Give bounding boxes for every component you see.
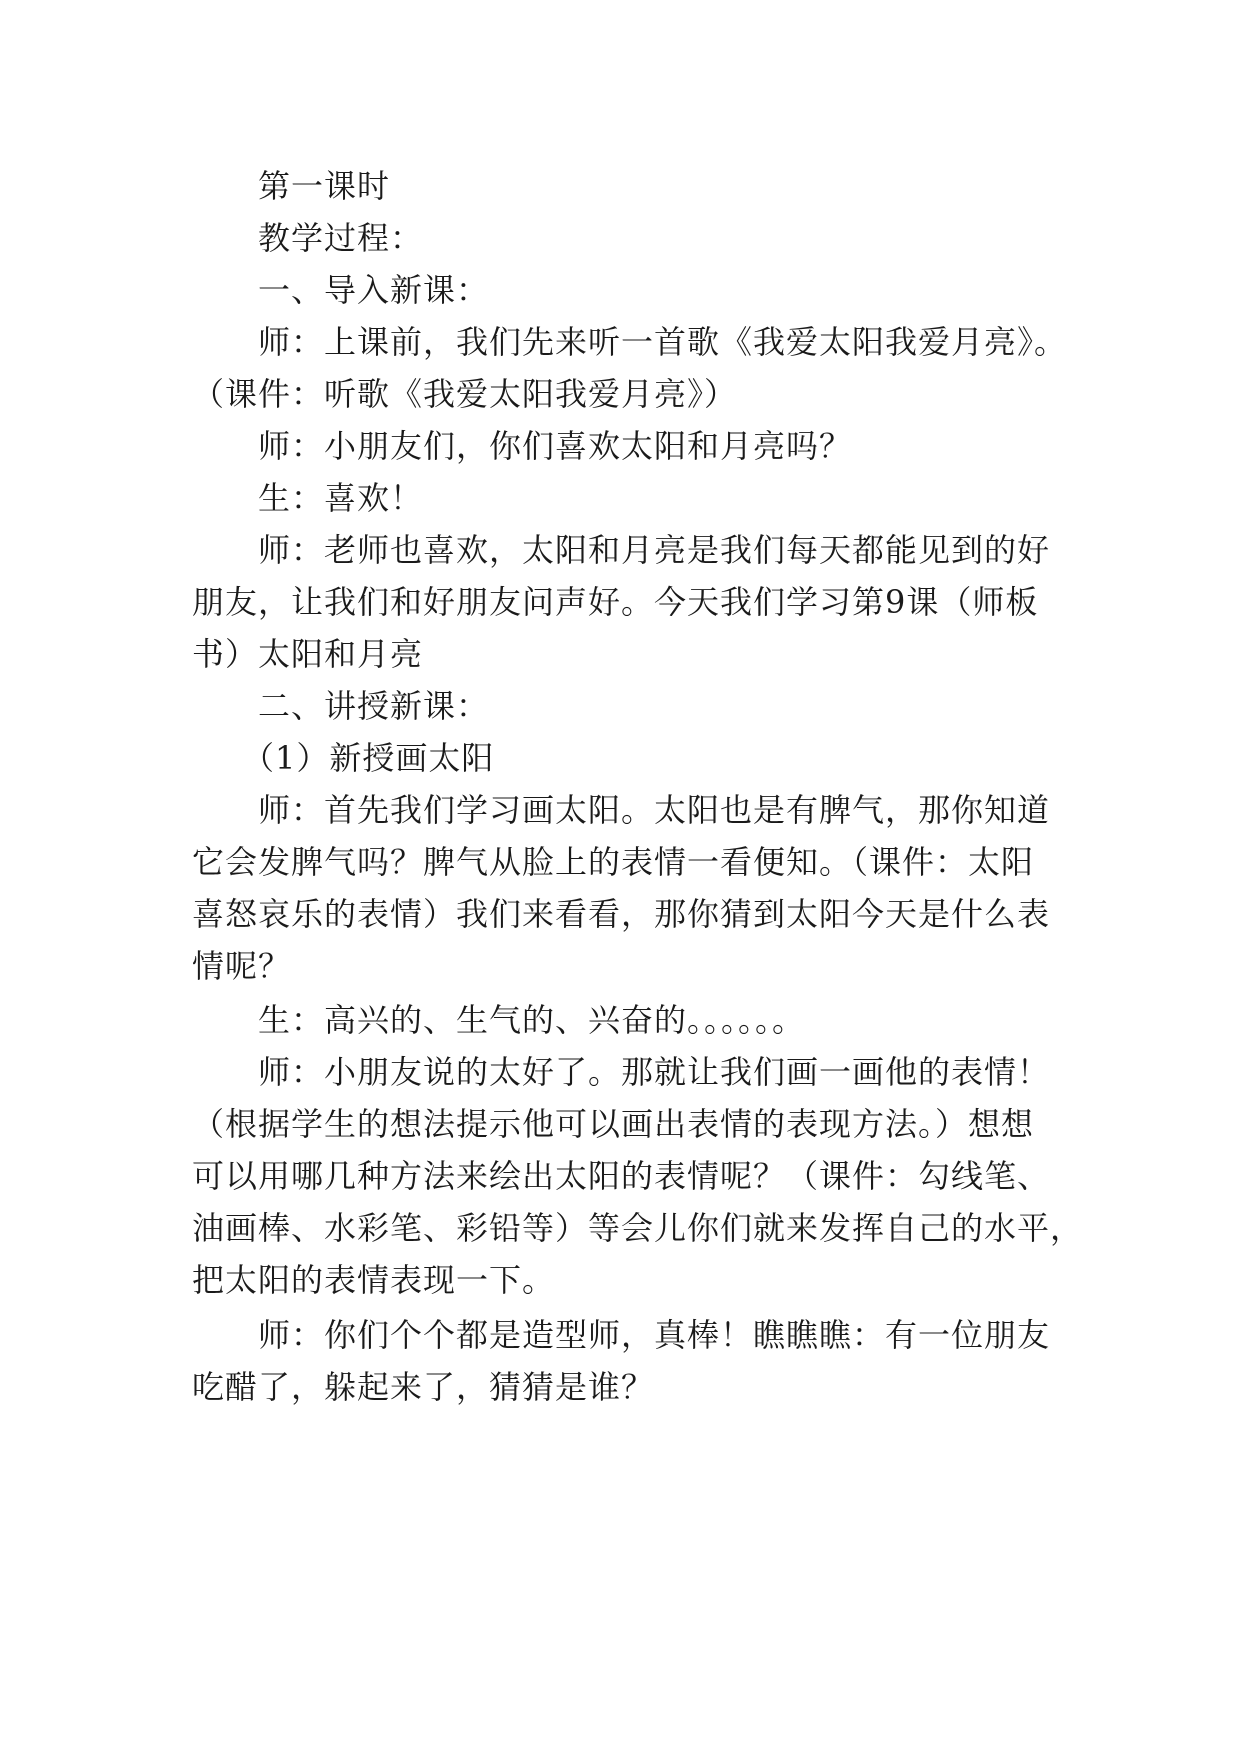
paragraph-line: 生：喜欢！ [192,479,424,517]
paragraph-line: 吃醋了，躲起来了，猜猜是谁？ [192,1368,655,1406]
paragraph-line: 师：上课前，我们先来听一首歌《我爱太阳我爱月亮》。 [192,323,1068,361]
paragraph-line: （课件：听歌《我爱太阳我爱月亮》） [192,375,738,413]
paragraph-line: 朋友，让我们和好朋友问声好。今天我们学习第9课（师板 [192,583,1039,621]
paragraph-line: 师：你们个个都是造型师，真棒！瞧瞧瞧：有一位朋友 [192,1316,1051,1354]
section-heading: 二、讲授新课： [192,687,490,725]
paragraph-line: （根据学生的想法提示他可以画出表情的表现方法。）想想 [192,1105,1035,1143]
section-heading: 一、导入新课： [192,271,490,309]
subsection-heading: （1）新授画太阳 [192,739,495,777]
paragraph-line: 它会发脾气吗？脾气从脸上的表情一看便知。（课件：太阳 [192,843,1035,881]
paragraph-line: 可以用哪几种方法来绘出太阳的表情呢？（课件：勾线笔、 [192,1157,1051,1195]
section-heading: 教学过程： [192,219,424,257]
paragraph-line: 师：老师也喜欢，太阳和月亮是我们每天都能见到的好 [192,531,1051,569]
paragraph-line: 生：高兴的、生气的、兴奋的。。。。。。 [192,1001,806,1039]
lesson-title: 第一课时 [192,167,391,205]
paragraph-line: 油画棒、水彩笔、彩铅等）等会儿你们就来发挥自己的水平， [192,1209,1084,1247]
paragraph-line: 把太阳的表情表现一下。 [192,1261,556,1299]
paragraph-line: 师：小朋友说的太好了。那就让我们画一画他的表情！ [192,1053,1051,1091]
paragraph-line: 师：小朋友们，你们喜欢太阳和月亮吗？ [192,427,853,465]
paragraph-line: 喜怒哀乐的表情）我们来看看，那你猜到太阳今天是什么表 [192,895,1051,933]
paragraph-line: 师：首先我们学习画太阳。太阳也是有脾气，那你知道 [192,791,1051,829]
paragraph-line: 书）太阳和月亮 [192,635,424,673]
paragraph-line: 情呢？ [192,947,292,985]
